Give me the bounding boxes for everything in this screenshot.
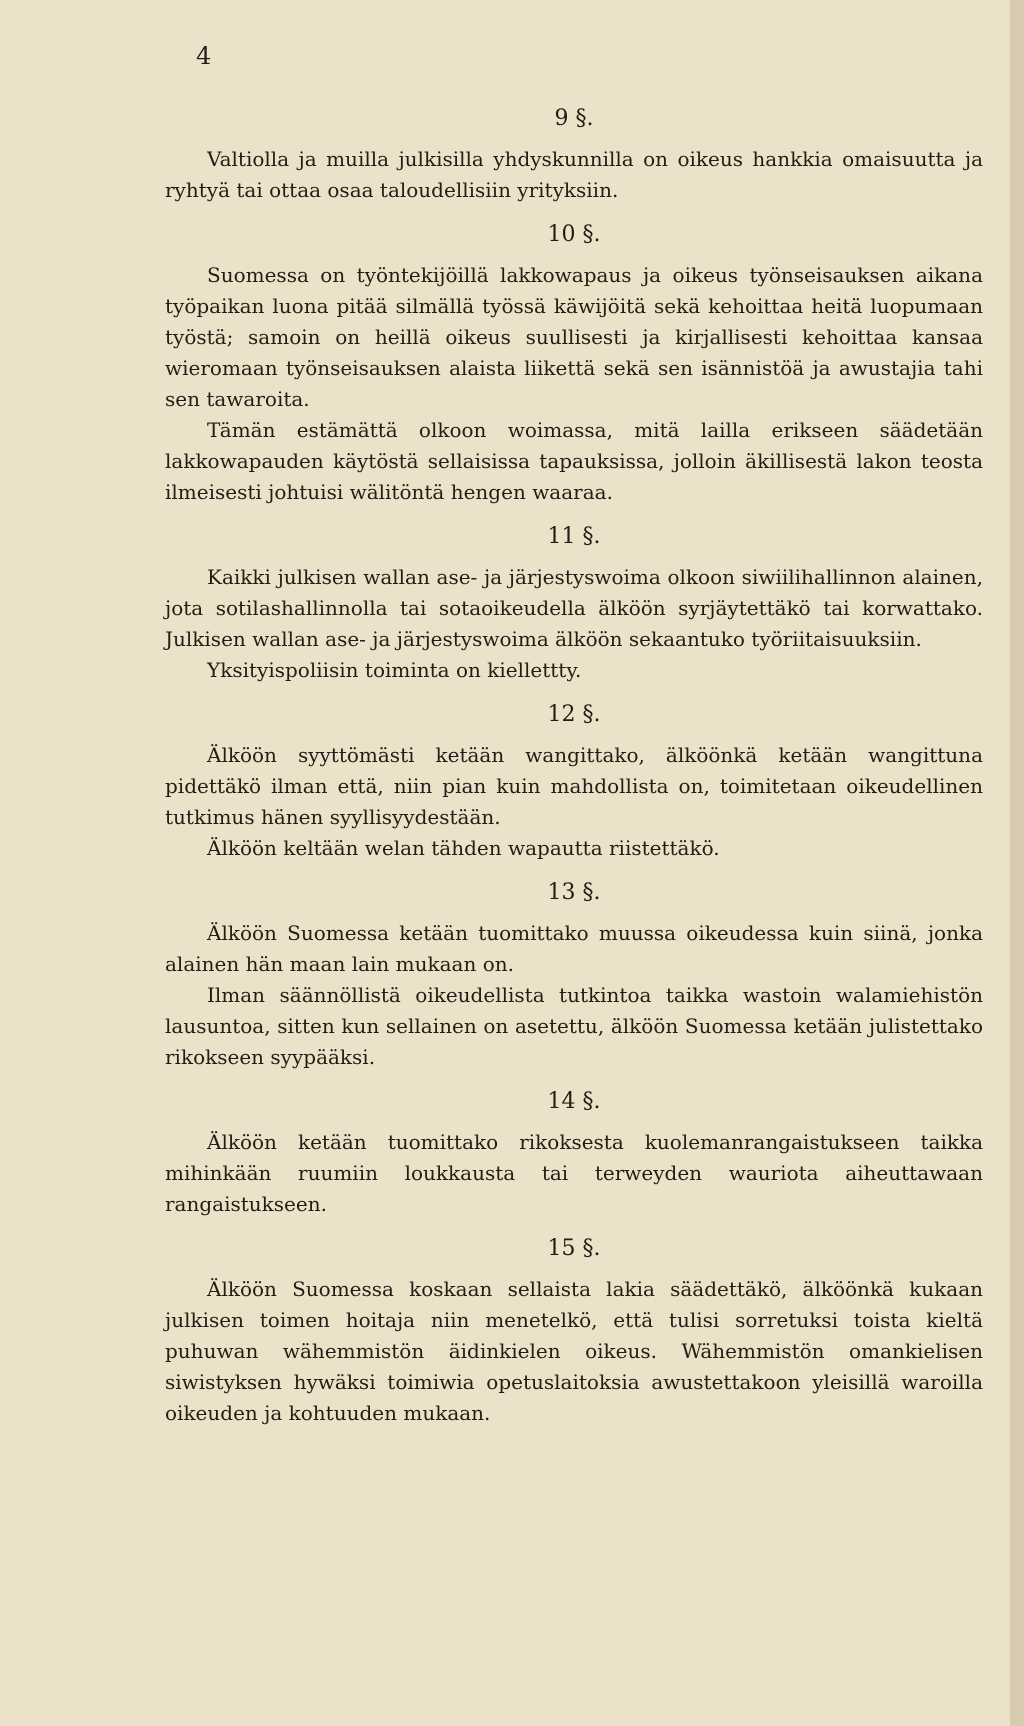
page-edge-shadow [1010, 0, 1024, 1726]
law-text [165, 104, 983, 1443]
section-heading: 10 §. [547, 222, 601, 247]
paragraph: Tämän estämättä olkoon woimassa, mitä lailla erikseen säädetään lakkowapauden käytöstä sellaisissa tapauksissa, jolloin äkillisestä lakon teosta ilmeisesti johtuisi wälitöntä hengen waaraa. [165, 418, 983, 504]
paragraph: Älköön keltään welan tähden wapautta riistettäkö. [207, 836, 720, 860]
paragraph: Yksityispoliisin toiminta on kiellettty. [207, 658, 582, 682]
paragraph: Älköön Suomessa ketään tuomittako muussa oikeudessa kuin siinä, jonka alainen hän maan lain mukaan on. [165, 921, 983, 976]
paragraph: Älköön syyttömästi ketään wangittako, älköönkä ketään wangittuna pidettäkö ilman että, niin pian kuin mahdollista on, toimitetaan oikeudellinen tutkimus hänen syyllisyydestään. [165, 743, 983, 829]
section-heading: 9 §. [554, 106, 594, 131]
section-12 [165, 700, 983, 864]
section-14 [165, 1087, 983, 1220]
section-heading: 13 §. [547, 880, 601, 905]
section-heading: 12 §. [547, 702, 601, 727]
paragraph: Valtiolla ja muilla julkisilla yhdyskunnilla on oikeus hankkia omaisuutta ja ryhtyä tai ottaa osaa taloudellisiin yrityksiin. [165, 147, 983, 202]
section-9 [165, 104, 983, 206]
section-10 [165, 220, 983, 508]
section-heading: 11 §. [547, 524, 601, 549]
paragraph: Älköön ketään tuomittako rikoksesta kuolemanrangaistukseen taikka mihinkään ruumiin loukkausta tai terweyden wauriota aiheuttawaan rangaistukseen. [165, 1130, 983, 1216]
paragraph: Älköön Suomessa koskaan sellaista lakia säädettäkö, älköönkä kukaan julkisen toimen hoitaja niin menetelkö, että tulisi sorretuksi toista kieltä puhuwan wähemmistön äidinkielen oikeus. Wähemmistön omankielisen siwistyksen hywäksi toimiwia opetuslaitoksia awustettakoon yleisillä waroilla oikeuden ja kohtuuden mukaan. [165, 1277, 983, 1425]
section-15 [165, 1234, 983, 1429]
section-13 [165, 878, 983, 1073]
section-11 [165, 522, 983, 686]
page-number: 4 [196, 42, 212, 70]
paragraph: Kaikki julkisen wallan ase- ja järjestyswoima olkoon siwiilihallinnon alainen, jota sotilashallinnolla tai sotaoikeudella älköön syrjäytettäkö tai korwattako. Julkisen wallan ase- ja järjestyswoima älköön sekaantuko työriitaisuuksiin. [165, 565, 983, 651]
paragraph: Ilman säännöllistä oikeudellista tutkintoa taikka wastoin walamiehistön lausuntoa, sitten kun sellainen on asetettu, älköön Suomessa ketään julistettako rikokseen syypääksi. [165, 983, 983, 1069]
section-heading: 14 §. [547, 1089, 601, 1114]
paragraph: Suomessa on työntekijöillä lakkowapaus ja oikeus työnseisauksen aikana työpaikan luona pitää silmällä työssä käwijöitä sekä kehoittaa heitä luopumaan työstä; samoin on heillä oikeus suullisesti ja kirjallisesti kehoittaa kansaa wieromaan työnseisauksen alaista liikettä sekä sen isännistöä ja awustajia tahi sen tawaroita. [165, 263, 983, 411]
section-heading: 15 §. [547, 1236, 601, 1261]
